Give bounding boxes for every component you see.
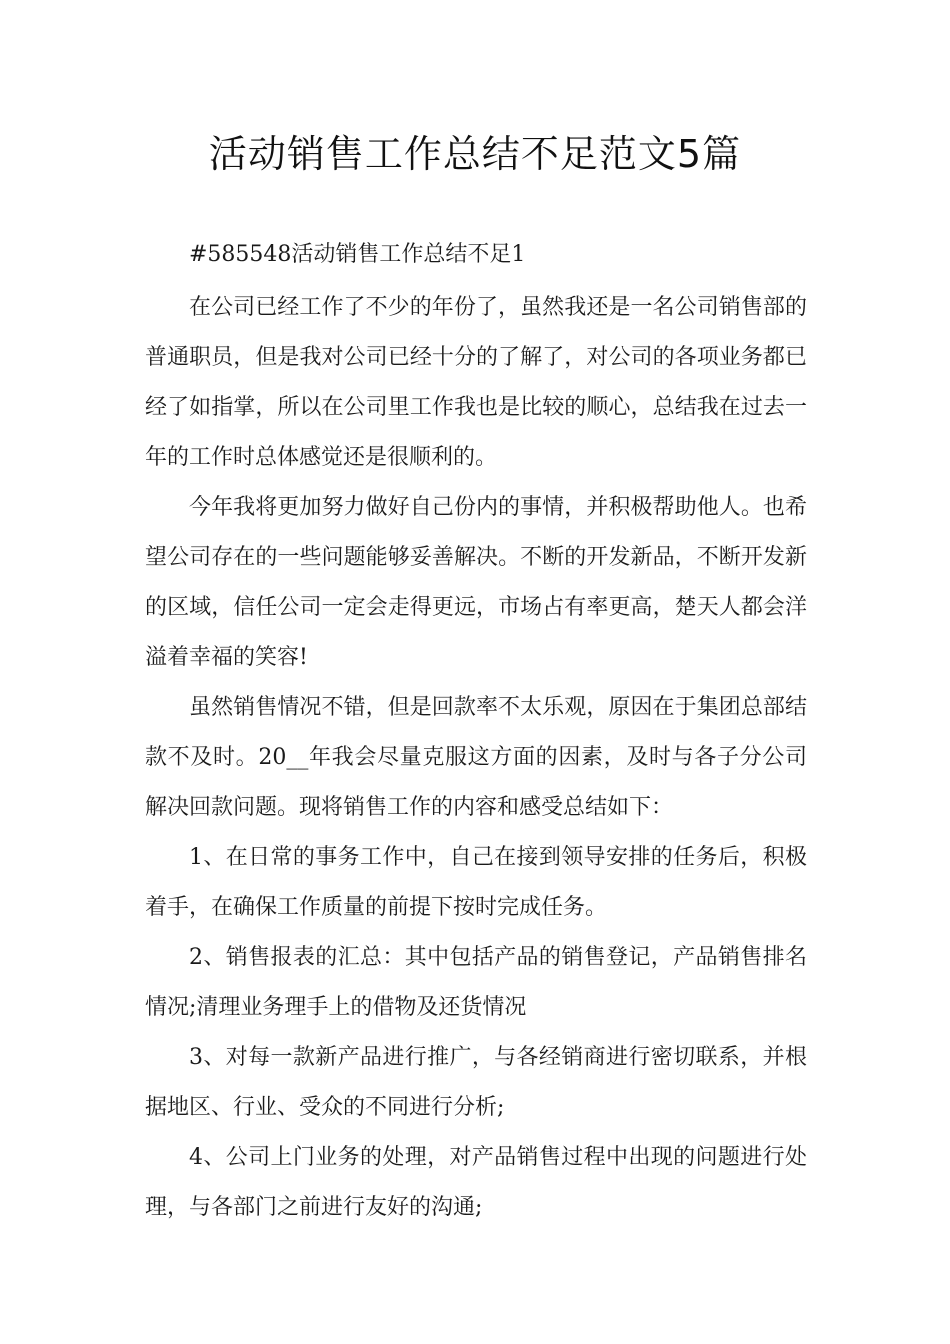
list-item-4: 4、公司上门业务的处理，对产品销售过程中出现的问题进行处理，与各部门之前进行友好的沟通; bbox=[145, 1145, 807, 1220]
paragraph-3: 虽然销售情况不错，但是回款率不太乐观，原因在于集团总部结款不及时。20__年我会尽量克服这方面的因素，及时与各子分公司解决回款问题。现将销售工作的内容和感受总结如下： bbox=[145, 695, 807, 820]
section-heading: #585548活动销售工作总结不足1 bbox=[189, 242, 526, 267]
paragraph-1: 在公司已经工作了不少的年份了，虽然我还是一名公司销售部的普通职员，但是我对公司已经十分的了解了，对公司的各项业务都已经了如指掌，所以在公司里工作我也是比较的顺心，总结我在过去一年的工作时总体感觉还是很顺利的。 bbox=[145, 295, 807, 470]
document-body bbox=[145, 230, 807, 1233]
document-title: 活动销售工作总结不足范文5篇 bbox=[208, 132, 742, 176]
list-item-2: 2、销售报表的汇总：其中包括产品的销售登记，产品销售排名情况;清理业务理手上的借物及还货情况 bbox=[145, 945, 807, 1020]
paragraph-2: 今年我将更加努力做好自己份内的事情，并积极帮助他人。也希望公司存在的一些问题能够妥善解决。不断的开发新品，不断开发新的区域，信任公司一定会走得更远，市场占有率更高，楚天人都会洋溢着幸福的笑容! bbox=[145, 495, 807, 670]
list-item-3: 3、对每一款新产品进行推广，与各经销商进行密切联系，并根据地区、行业、受众的不同进行分析; bbox=[145, 1045, 807, 1120]
list-item-1: 1、在日常的事务工作中，自己在接到领导安排的任务后，积极着手，在确保工作质量的前提下按时完成任务。 bbox=[145, 845, 807, 920]
